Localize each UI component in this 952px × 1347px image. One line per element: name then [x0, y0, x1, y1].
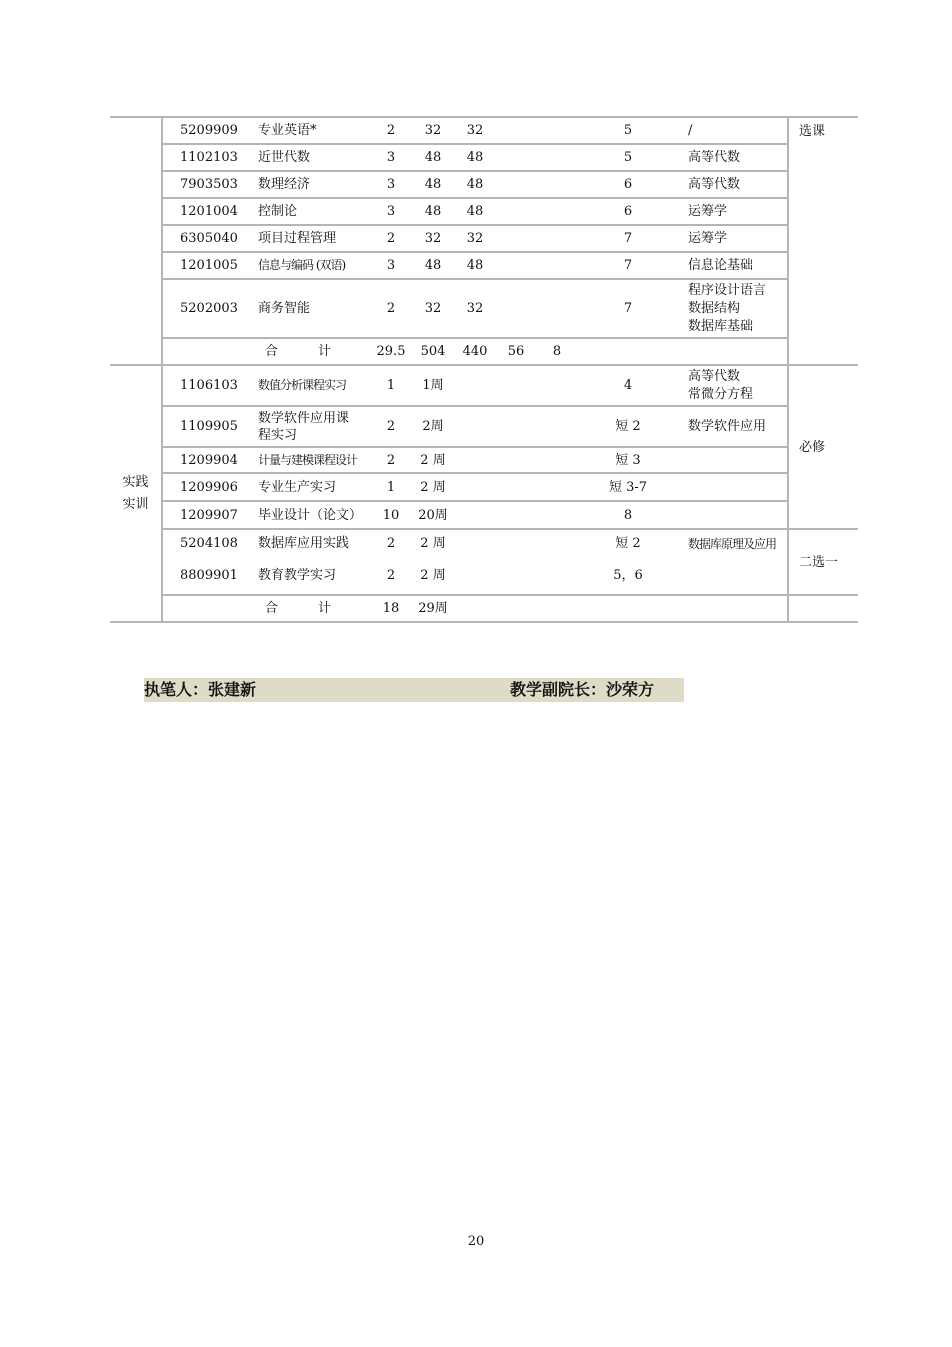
total-label: 合 计 [264, 601, 350, 616]
course-name: 信息与编码 (双语) [258, 258, 346, 272]
table-row [110, 144, 858, 171]
prerequisite [678, 501, 788, 529]
prerequisite: / [678, 117, 788, 144]
course-name: 毕业设计（论文） [258, 507, 363, 523]
semester: 短 2 [615, 419, 641, 434]
prerequisite [678, 279, 788, 338]
lecture-hours: 48 [466, 150, 484, 165]
table-row [110, 252, 858, 279]
table-row [110, 529, 858, 557]
total-row [110, 595, 858, 622]
semester: 短 2 [615, 536, 641, 551]
lecture-hours: 32 [454, 117, 496, 144]
course-name: 数值分析课程实习 [244, 365, 370, 406]
credits: 3 [386, 204, 396, 219]
prerequisite: 运筹学 [678, 198, 788, 225]
credits: 2 [386, 231, 396, 246]
course-name-line: 程实习 [258, 427, 298, 443]
lecture-hours: 48 [466, 177, 484, 192]
credits: 2 [386, 419, 396, 434]
course-code: 1201004 [180, 204, 238, 219]
signature-bar [144, 678, 684, 702]
table-row [110, 117, 858, 144]
page-number: 20 [467, 1234, 485, 1249]
prerequisite [678, 557, 788, 595]
prerequisite: 高等代数 [678, 171, 788, 198]
prerequisite: 数学软件应用 [678, 406, 788, 447]
weeks: 2 周 [420, 536, 446, 551]
course-name: 计量与建模课程设计 [258, 452, 358, 467]
lecture-hours: 48 [466, 258, 484, 273]
semester: 5 [578, 117, 678, 144]
semester: 短 3 [615, 452, 641, 468]
course-type-note: 选课 [788, 117, 858, 365]
prerequisite [678, 365, 788, 406]
prerequisite-line: 常微分方程 [688, 386, 754, 402]
semester: 6 [623, 177, 633, 192]
total-lab: 56 [507, 344, 525, 359]
semester: 5，6 [613, 568, 643, 583]
course-name: 近世代数 [258, 150, 311, 165]
total-hours: 504 [420, 344, 446, 359]
course-code: 6305040 [180, 231, 238, 246]
credits: 3 [386, 258, 396, 273]
prerequisite: 高等代数 [678, 144, 788, 171]
table-row [110, 447, 858, 473]
weeks: 2 周 [420, 452, 446, 468]
table-row [110, 279, 858, 338]
semester: 6 [623, 204, 633, 219]
total-row [110, 338, 858, 365]
lecture-hours: 32 [466, 231, 484, 246]
table-row [110, 473, 858, 501]
course-name: 专业英语* [244, 117, 370, 144]
course-code: 1109905 [180, 419, 238, 434]
category-label: 实践 [122, 474, 149, 490]
credits: 1 [370, 365, 412, 406]
table-row [110, 557, 858, 595]
hours: 32 [424, 301, 442, 316]
course-table [110, 116, 858, 623]
course-name: 专业生产实习 [258, 479, 337, 495]
total-lecture: 440 [462, 344, 488, 359]
course-type-note: 必修 [788, 365, 858, 529]
table-row [110, 365, 858, 406]
dean-signature: 教学副院长：沙荣方 [510, 680, 655, 699]
course-name: 数据库应用实践 [258, 536, 350, 551]
lecture-hours: 48 [466, 204, 484, 219]
course-code: 1209907 [180, 507, 238, 523]
prerequisite-line: 数据结构 [688, 300, 741, 316]
table-row [110, 198, 858, 225]
total-extra: 8 [552, 344, 562, 359]
semester: 7 [623, 301, 633, 316]
course-code: 1201005 [180, 258, 238, 273]
table-row [110, 406, 858, 447]
hours: 48 [424, 177, 442, 192]
semester: 7 [623, 231, 633, 246]
course-code: 5204108 [180, 536, 238, 551]
prerequisite [678, 447, 788, 473]
weeks: 20周 [418, 507, 448, 523]
course-type-note: 二选一 [788, 529, 858, 595]
course-code: 5202003 [180, 301, 238, 316]
course-name: 商务智能 [258, 301, 311, 316]
course-code: 1102103 [180, 150, 238, 165]
weeks: 1周 [412, 365, 454, 406]
course-name: 教育教学实习 [258, 568, 337, 583]
lecture-hours: 32 [466, 301, 484, 316]
hours: 48 [424, 204, 442, 219]
course-name: 控制论 [258, 204, 298, 219]
credits: 2 [386, 536, 396, 551]
course-code: 1209906 [180, 479, 238, 495]
hours: 48 [424, 258, 442, 273]
total-credits: 18 [382, 601, 400, 616]
course-code: 7903503 [180, 177, 238, 192]
prerequisite: 运筹学 [678, 225, 788, 252]
credits: 3 [386, 177, 396, 192]
table-row [110, 501, 858, 529]
hours: 32 [412, 117, 454, 144]
total-weeks: 29周 [418, 601, 448, 616]
table-row [110, 171, 858, 198]
prerequisite-line: 高等代数 [688, 368, 741, 384]
table-row [110, 225, 858, 252]
credits: 2 [370, 117, 412, 144]
course-name [244, 406, 370, 447]
credits: 2 [386, 452, 396, 468]
prerequisite-line: 数据库基础 [688, 318, 754, 334]
credits: 3 [386, 150, 396, 165]
category-cell [110, 365, 162, 622]
credits: 10 [382, 507, 400, 523]
prerequisite: 数据库原理及应用 [678, 529, 788, 557]
category-label: 实训 [122, 496, 149, 512]
credits: 1 [386, 479, 396, 495]
course-name: 项目过程管理 [258, 231, 337, 246]
course-name: 数理经济 [258, 177, 311, 192]
category-cell [110, 117, 162, 365]
semester: 5 [623, 150, 633, 165]
course-name-line: 数学软件应用课 [258, 410, 350, 426]
total-credits: 29.5 [376, 344, 406, 359]
prerequisite: 信息论基础 [678, 252, 788, 279]
writer-signature: 执笔人：张建新 [144, 680, 257, 699]
credits: 2 [386, 568, 396, 583]
prerequisite-line: 程序设计语言 [688, 282, 767, 298]
course-code: 8809901 [180, 568, 238, 583]
weeks: 2 周 [420, 568, 446, 583]
prerequisite [678, 473, 788, 501]
total-label: 合 计 [264, 344, 350, 359]
weeks: 2周 [422, 419, 444, 434]
semester: 4 [578, 365, 678, 406]
hours: 48 [424, 150, 442, 165]
hours: 32 [424, 231, 442, 246]
credits: 2 [386, 301, 396, 316]
semester: 7 [623, 258, 633, 273]
course-code: 1209904 [180, 452, 238, 468]
semester: 8 [623, 507, 633, 523]
semester: 短 3-7 [608, 479, 648, 495]
weeks: 2 周 [420, 479, 446, 495]
course-code: 5209909 [162, 117, 244, 144]
course-code: 1106103 [162, 365, 244, 406]
